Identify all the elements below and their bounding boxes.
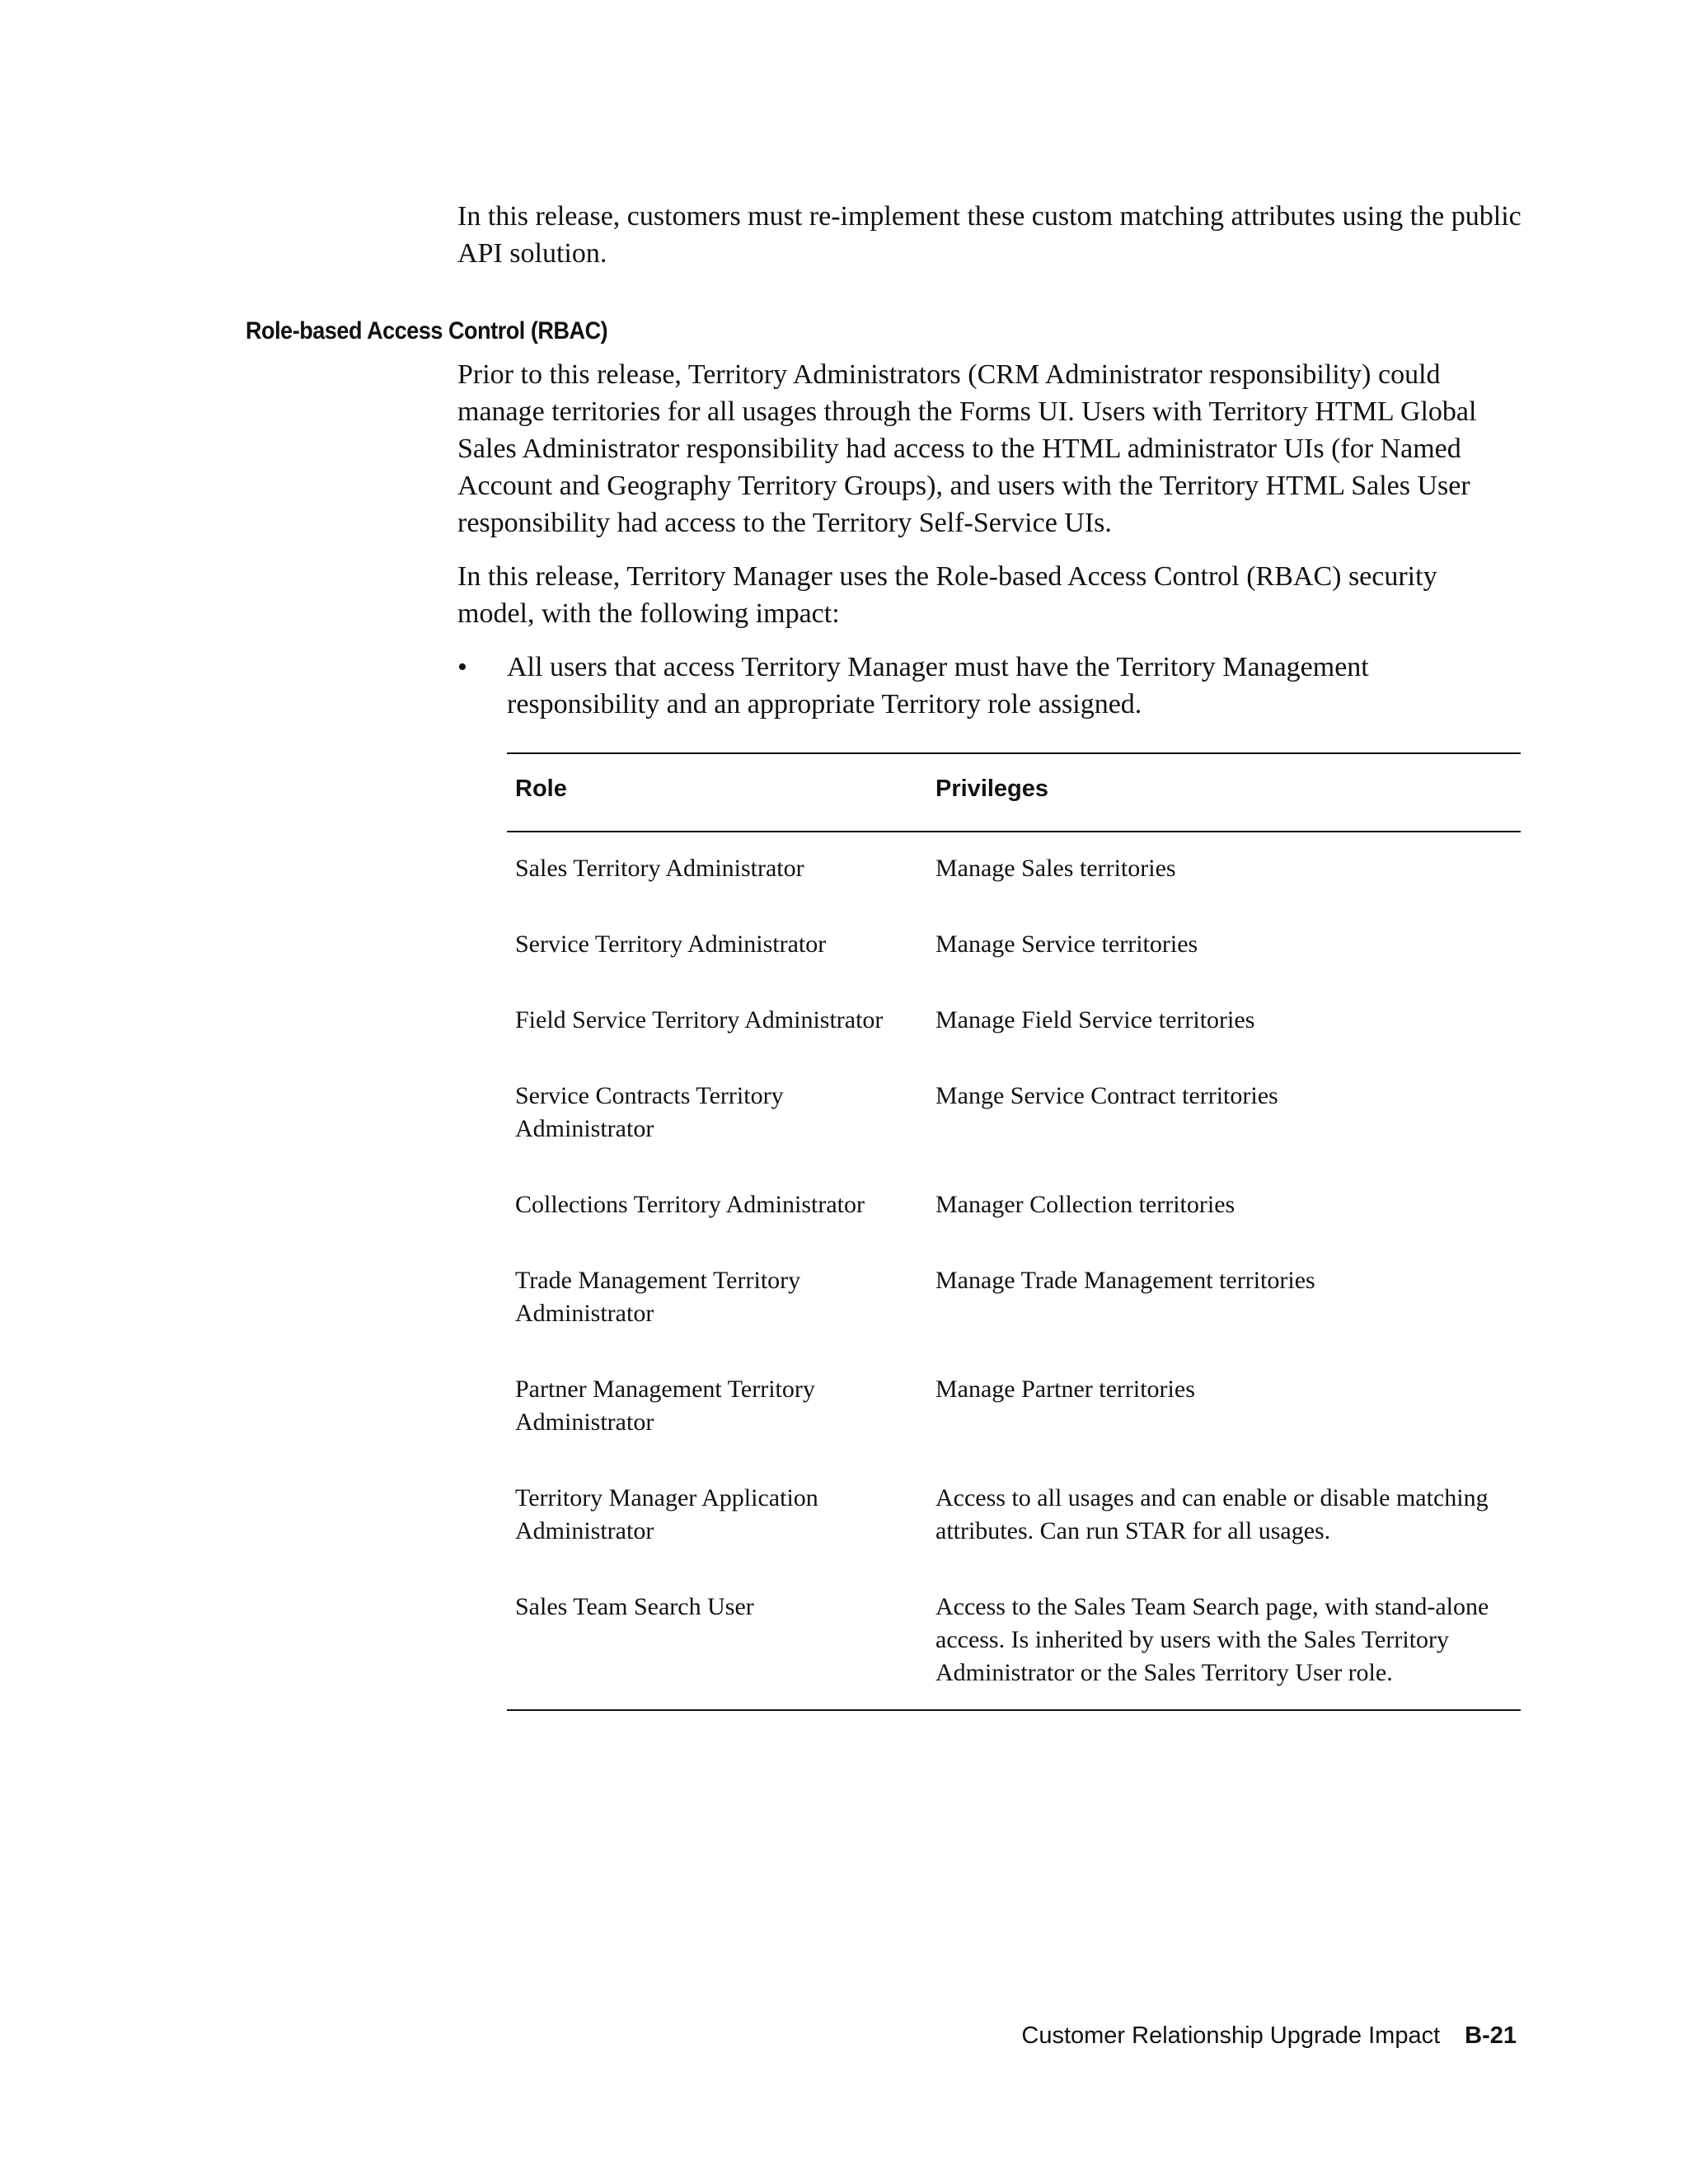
- role-cell: Territory Manager Application Administrator: [515, 1484, 818, 1544]
- table-row: [507, 1188, 1521, 1264]
- column-header-role: Role: [507, 753, 927, 832]
- table-row: [507, 1591, 1521, 1710]
- role-cell: Trade Management Territory Administrator: [515, 1267, 801, 1327]
- role-cell: Sales Territory Administrator: [515, 855, 804, 882]
- table-row: [507, 928, 1521, 1004]
- page-number: B-21: [1465, 2022, 1517, 2049]
- bullet-item: [457, 649, 1521, 723]
- privileges-cell: Manage Sales territories: [935, 855, 1176, 882]
- intro-paragraph: In this release, customers must re-implement these custom matching attributes using the public API solution.: [457, 201, 1522, 269]
- table-header-row: [507, 753, 1521, 832]
- role-cell: Field Service Territory Administrator: [515, 1006, 884, 1033]
- bullet-list: [457, 649, 1529, 723]
- role-cell: Service Contracts Territory Administrator: [515, 1082, 784, 1142]
- table-row: [507, 1264, 1521, 1373]
- bullet-icon: •: [457, 652, 467, 682]
- role-cell: Sales Team Search User: [507, 1591, 927, 1710]
- roles-privileges-table: [507, 752, 1521, 1711]
- body-paragraph: In this release, Territory Manager uses the Role-based Access Control (RBAC) security model, with the following impact:: [457, 561, 1437, 629]
- privileges-cell: Manager Collection territories: [935, 1191, 1236, 1218]
- role-cell: Service Territory Administrator: [515, 930, 827, 958]
- privileges-cell: Manage Field Service territories: [935, 1006, 1255, 1033]
- privileges-cell: Access to the Sales Team Search page, with stand-alone access. Is inherited by users with the Sales Territory Administrator or the Sales Territory User role.: [927, 1591, 1521, 1710]
- bullet-text: All users that access Territory Manager must have the Territory Management responsibility and an appropriate Territory role assigned.: [507, 652, 1369, 719]
- privileges-cell: Mange Service Contract territories: [935, 1082, 1278, 1109]
- body-paragraph: Prior to this release, Territory Administrators (CRM Administrator responsibility) could manage territories for all usages through the Forms UI. Users with Territory HTML Global Sales Administrator responsibility had access to the HTML administrator UIs (for Named Account and Geography Territory Groups), and users with the Territory HTML Sales User responsibility had access to the Territory Self-Service UIs.: [457, 359, 1477, 538]
- table-row: [507, 832, 1521, 928]
- table-row: [507, 1373, 1521, 1482]
- privileges-cell: Manage Service territories: [935, 930, 1198, 958]
- role-cell: Collections Territory Administrator: [515, 1191, 865, 1218]
- table-row: [507, 1080, 1521, 1188]
- role-cell: Partner Management Territory Administrator: [515, 1376, 815, 1436]
- privileges-cell: Manage Partner territories: [935, 1376, 1195, 1403]
- table-row: [507, 1004, 1521, 1080]
- footer-title: Customer Relationship Upgrade Impact: [1021, 2022, 1441, 2049]
- privileges-cell: Manage Trade Management territories: [935, 1267, 1315, 1294]
- privileges-cell: Access to all usages and can enable or disable matching attributes. Can run STAR for all usages.: [935, 1484, 1489, 1544]
- table-row: [507, 1482, 1521, 1591]
- page-footer: [1021, 2022, 1517, 2050]
- section-heading: Role-based Access Control (RBAC): [246, 317, 608, 344]
- section-body: [457, 356, 1529, 723]
- column-header-privileges: Privileges: [927, 753, 1521, 832]
